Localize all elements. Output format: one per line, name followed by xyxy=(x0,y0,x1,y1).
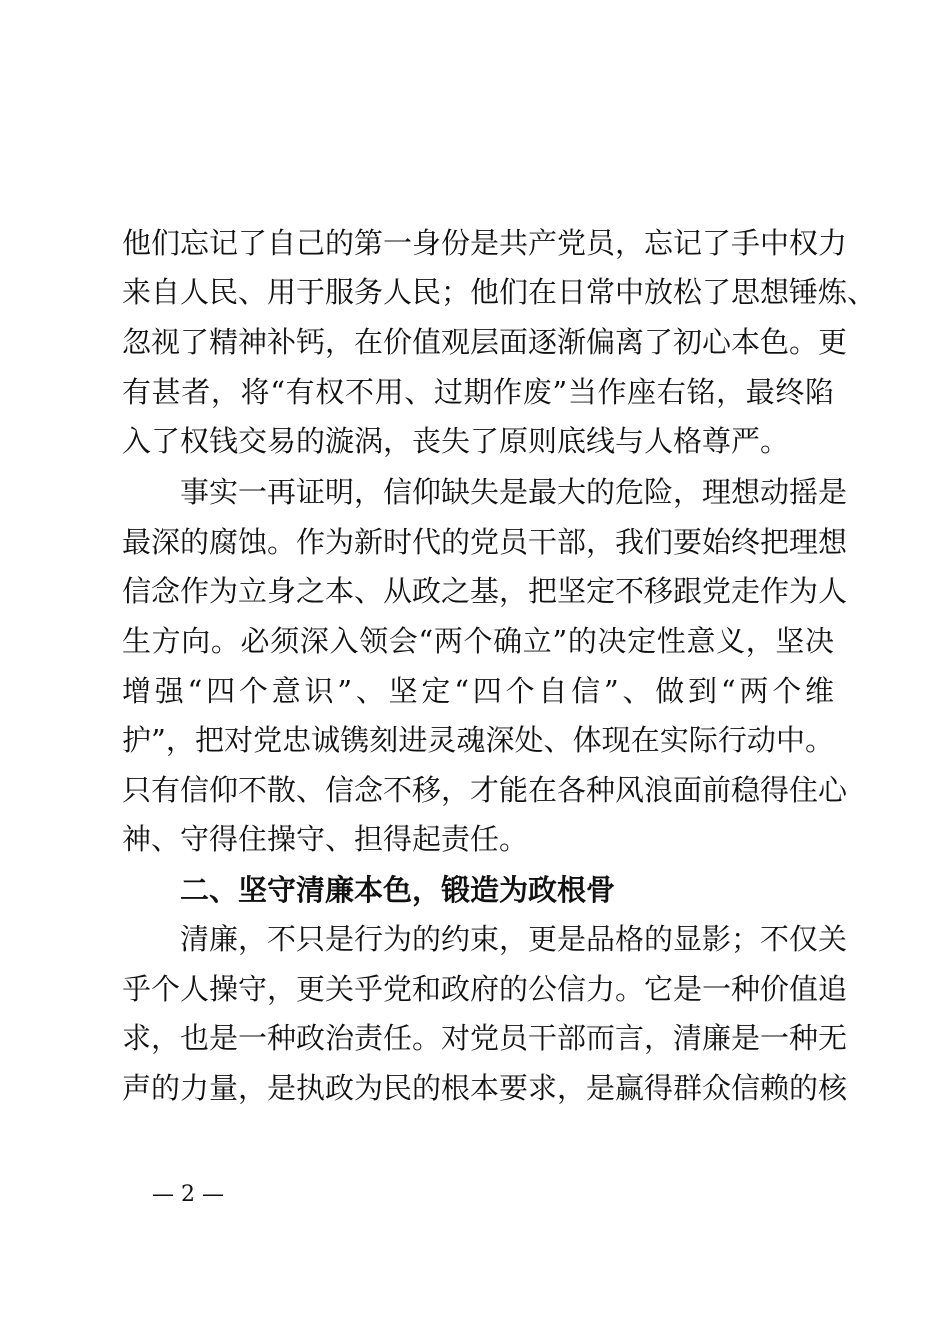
body-text-line: 来自人民、用于服务人民；他们在日常中放松了思想锤炼、 xyxy=(122,275,877,309)
body-text-line: 清廉，不只是行为的约束，更是品格的显影；不仅关 xyxy=(180,922,848,956)
body-text-line: 入了权钱交易的漩涡，丧失了原则底线与人格尊严。 xyxy=(122,424,790,458)
body-text-line: 最深的腐蚀。作为新时代的党员干部，我们要始终把理想 xyxy=(122,525,848,559)
body-text-line: 神、守得住操守、担得起责任。 xyxy=(122,822,529,856)
page-number: — 2 — xyxy=(152,1182,224,1207)
body-text-line: 声的力量，是执政为民的根本要求，是赢得群众信赖的核 xyxy=(122,1071,848,1105)
body-text-line: 增强“四个意识”、坚定“四个自信”、做到“两个维 xyxy=(122,674,834,708)
body-text-line: 他们忘记了自己的第一身份是共产党员，忘记了手中权力 xyxy=(122,226,848,260)
body-text-line: 生方向。必须深入领会“两个确立”的决定性意义，坚决 xyxy=(122,624,834,658)
body-text-line: 护”，把对党忠诚镌刻进灵魂深处、体现在实际行动中。 xyxy=(122,723,834,757)
body-text-line: 只有信仰不散、信念不移，才能在各种风浪面前稳得住心 xyxy=(122,773,848,807)
body-text-line: 求，也是一种政治责任。对党员干部而言，清廉是一种无 xyxy=(122,1021,848,1055)
body-text-line: 乎个人操守，更关乎党和政府的公信力。它是一种价值追 xyxy=(122,972,848,1006)
body-text-line: 事实一再证明，信仰缺失是最大的危险，理想动摇是 xyxy=(180,475,848,509)
body-text-line: 忽视了精神补钙，在价值观层面逐渐偏离了初心本色。更 xyxy=(122,325,848,359)
body-text-line: 信念作为立身之本、从政之基，把坚定不移跟党走作为人 xyxy=(122,574,848,608)
body-text-line: 有甚者，将“有权不用、过期作废”当作座右铭，最终陷 xyxy=(122,375,834,409)
section-heading: 二、坚守清廉本色，锻造为政根骨 xyxy=(180,873,616,907)
